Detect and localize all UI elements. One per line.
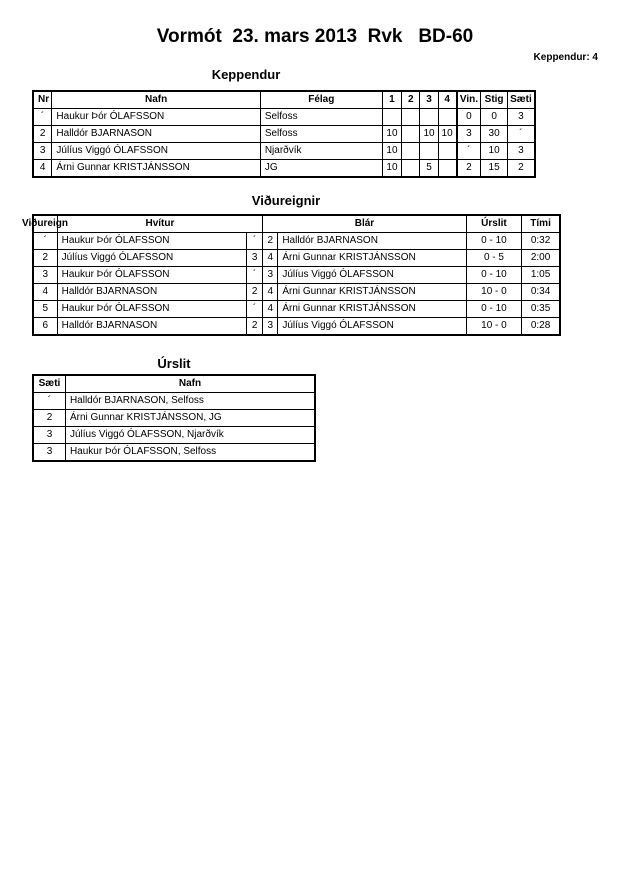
- player-club: Selfoss: [260, 109, 382, 126]
- player-points: 15: [481, 160, 507, 178]
- white-player-nr: ´: [247, 233, 263, 250]
- match-row: [33, 233, 560, 250]
- match-row: [33, 250, 560, 267]
- white-player-nr: 2: [247, 284, 263, 301]
- header-club: Félag: [260, 91, 382, 109]
- round-2-score: [402, 143, 420, 160]
- player-place: 3: [507, 143, 535, 160]
- player-name: Halldór BJARNASON: [52, 126, 260, 143]
- white-player-nr: 2: [247, 318, 263, 336]
- match-result: 0 - 10: [466, 233, 521, 250]
- blue-player-name: Halldór BJARNASON: [278, 233, 466, 250]
- players-table: [32, 90, 536, 178]
- participant-count: Keppendur: 4: [533, 52, 598, 63]
- header-round-2: 2: [402, 91, 420, 109]
- blue-player-nr: 3: [263, 267, 278, 284]
- round-3-score: [420, 143, 438, 160]
- white-player-nr: ´: [247, 301, 263, 318]
- round-1-score: 10: [382, 126, 401, 143]
- player-points: 0: [481, 109, 507, 126]
- player-row: [33, 160, 535, 178]
- player-place: 3: [507, 109, 535, 126]
- blue-player-name: Júlíus Viggó ÓLAFSSON: [278, 318, 466, 336]
- header-place: Sæti: [33, 375, 65, 393]
- white-player-nr: 3: [247, 250, 263, 267]
- player-name: Júlíus Viggó ÓLAFSSON: [52, 143, 260, 160]
- blue-player-nr: 4: [263, 250, 278, 267]
- header-name: Nafn: [52, 91, 260, 109]
- round-3-score: 5: [420, 160, 438, 178]
- player-nr: 4: [33, 160, 52, 178]
- match-nr: 6: [33, 318, 57, 336]
- round-1-score: 10: [382, 160, 401, 178]
- player-wins: 0: [457, 109, 481, 126]
- match-time: 0:34: [522, 284, 560, 301]
- header-points: Stig: [481, 91, 507, 109]
- round-3-score: 10: [420, 126, 438, 143]
- blue-player-name: Árni Gunnar KRISTJÁNSSON: [278, 284, 466, 301]
- player-nr: 2: [33, 126, 52, 143]
- results-table: [32, 374, 316, 462]
- player-place: ´: [507, 126, 535, 143]
- match-result: 0 - 10: [466, 301, 521, 318]
- header-blue: Blár: [263, 215, 467, 233]
- header-round-3: 3: [420, 91, 438, 109]
- match-row: [33, 318, 560, 336]
- match-nr: 3: [33, 267, 57, 284]
- match-result: 10 - 0: [466, 318, 521, 336]
- match-nr: 5: [33, 301, 57, 318]
- player-points: 30: [481, 126, 507, 143]
- result-row: [33, 393, 315, 410]
- player-name: Haukur Þór ÓLAFSSON: [52, 109, 260, 126]
- header-place: Sæti: [507, 91, 535, 109]
- results-heading: Úrslit: [157, 356, 191, 371]
- result-row: [33, 444, 315, 462]
- matches-heading: Viðureignir: [251, 193, 321, 208]
- result-name: Júlíus Viggó ÓLAFSSON, Njarðvík: [65, 427, 315, 444]
- white-player-name: Haukur Þór ÓLAFSSON: [57, 301, 246, 318]
- header-result: Úrslit: [466, 215, 521, 233]
- blue-player-nr: 3: [263, 318, 278, 336]
- match-row: [33, 284, 560, 301]
- blue-player-nr: 2: [263, 233, 278, 250]
- player-points: 10: [481, 143, 507, 160]
- result-place: 2: [33, 410, 65, 427]
- player-wins: ´: [457, 143, 481, 160]
- result-row: [33, 427, 315, 444]
- white-player-name: Halldór BJARNASON: [57, 318, 246, 336]
- player-wins: 3: [457, 126, 481, 143]
- result-name: Haukur Þór ÓLAFSSON, Selfoss: [65, 444, 315, 462]
- match-time: 1:05: [522, 267, 560, 284]
- header-nr: Nr: [33, 91, 52, 109]
- round-1-score: [382, 109, 401, 126]
- white-player-name: Júlíus Viggó ÓLAFSSON: [57, 250, 246, 267]
- round-2-score: [402, 109, 420, 126]
- white-player-name: Haukur Þór ÓLAFSSON: [57, 233, 246, 250]
- blue-player-name: Árni Gunnar KRISTJÁNSSON: [278, 301, 466, 318]
- match-nr: 2: [33, 250, 57, 267]
- match-time: 2:00: [522, 250, 560, 267]
- player-wins: 2: [457, 160, 481, 178]
- result-place: ´: [33, 393, 65, 410]
- result-row: [33, 410, 315, 427]
- match-row: [33, 267, 560, 284]
- player-place: 2: [507, 160, 535, 178]
- white-player-name: Halldór BJARNASON: [57, 284, 246, 301]
- blue-player-nr: 4: [263, 284, 278, 301]
- player-nr: 3: [33, 143, 52, 160]
- round-3-score: [420, 109, 438, 126]
- player-row: [33, 126, 535, 143]
- player-name: Árni Gunnar KRISTJÁNSSON: [52, 160, 260, 178]
- header-name: Nafn: [65, 375, 315, 393]
- match-result: 0 - 10: [466, 267, 521, 284]
- result-name: Halldór BJARNASON, Selfoss: [65, 393, 315, 410]
- header-match: [22, 215, 68, 233]
- player-club: JG: [260, 160, 382, 178]
- round-2-score: [402, 160, 420, 178]
- result-name: Árni Gunnar KRISTJÁNSSON, JG: [65, 410, 315, 427]
- round-2-score: [402, 126, 420, 143]
- match-nr: ´: [33, 233, 57, 250]
- match-time: 0:28: [522, 318, 560, 336]
- header-round-4: 4: [438, 91, 456, 109]
- match-result: 0 - 5: [466, 250, 521, 267]
- players-heading: Keppendur: [211, 67, 281, 82]
- header-time: Tími: [522, 215, 560, 233]
- round-4-score: [438, 109, 456, 126]
- header-match-label: Viðureign: [22, 218, 68, 229]
- match-result: 10 - 0: [466, 284, 521, 301]
- matches-table: [22, 214, 561, 336]
- round-1-score: 10: [382, 143, 401, 160]
- white-player-name: Haukur Þór ÓLAFSSON: [57, 267, 246, 284]
- round-4-score: [438, 143, 456, 160]
- white-player-nr: ´: [247, 267, 263, 284]
- round-4-score: 10: [438, 126, 456, 143]
- match-time: 0:32: [522, 233, 560, 250]
- header-white: Hvítur: [57, 215, 263, 233]
- player-club: Njarðvík: [260, 143, 382, 160]
- match-time: 0:35: [522, 301, 560, 318]
- player-nr: ´: [33, 109, 52, 126]
- blue-player-name: Árni Gunnar KRISTJÁNSSON: [278, 250, 466, 267]
- header-round-1: 1: [382, 91, 401, 109]
- match-row: [33, 301, 560, 318]
- header-wins: Vin.: [457, 91, 481, 109]
- player-row: [33, 109, 535, 126]
- blue-player-name: Júlíus Viggó ÓLAFSSON: [278, 267, 466, 284]
- page-title: Vormót 23. mars 2013 Rvk BD-60: [156, 26, 474, 47]
- match-nr: 4: [33, 284, 57, 301]
- round-4-score: [438, 160, 456, 178]
- result-place: 3: [33, 427, 65, 444]
- player-row: [33, 143, 535, 160]
- blue-player-nr: 4: [263, 301, 278, 318]
- player-club: Selfoss: [260, 126, 382, 143]
- result-place: 3: [33, 444, 65, 462]
